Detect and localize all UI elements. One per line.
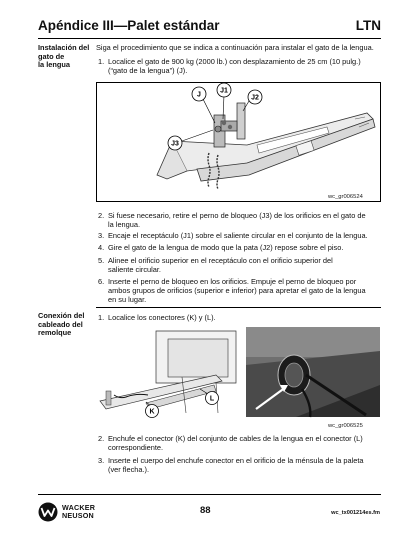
file-name: wc_tx001214es.fm — [331, 510, 380, 516]
step-text: Gire el gato de la lengua de modo que la pata (J2) repose sobre el piso. — [108, 243, 344, 252]
step-text: Si fuese necesario, retire el perno de bloqueo (J3) de los orificios en el gato de — [108, 211, 366, 220]
logo-mark-icon — [38, 502, 58, 522]
step-text: ambos grupos de orificios (superior e inferior) para apretar el gato de la lengua — [108, 286, 366, 296]
section-separator — [96, 307, 381, 308]
step-text: Encaje el receptáculo (J1) sobre el saliente circular en el conjunto de la lengua. — [108, 231, 368, 240]
callout-l-label: L — [209, 395, 215, 403]
step-text: (“gato de la lengua”) (J). — [108, 66, 188, 76]
step-text: Enchufe el conector (K) del conjunto de cables de la lengua en el conector (L) — [108, 434, 363, 443]
step-number: 3. — [98, 231, 105, 240]
step-text: Localice los conectores (K) y (L). — [108, 313, 216, 322]
section-label-line: remolque — [38, 328, 72, 338]
tongue-jack-figure — [96, 82, 381, 202]
page-header — [38, 12, 381, 39]
section-label-line: gato de — [38, 51, 65, 61]
step-text: Inserte el perno de bloqueo en los orificios. Empuje el perno de bloqueo por — [108, 277, 357, 286]
section-label-line: Conexión del — [38, 311, 85, 320]
step-number: 3. — [98, 456, 105, 465]
step-number: 6. — [98, 277, 105, 286]
callout-j-label: J — [197, 91, 201, 99]
product-code: LTN — [355, 18, 381, 33]
figure-code: wc_gr006524 — [328, 194, 363, 200]
step-number: 2. — [98, 434, 105, 443]
step-text: correspondiente. — [108, 443, 164, 453]
section-label-trailer-wiring — [38, 312, 94, 338]
tongue-jack-illustration — [97, 83, 380, 201]
section-label-line: cableado del — [38, 319, 83, 329]
callout-j3-label: J3 — [171, 140, 179, 148]
section-label-tongue-jack — [38, 44, 94, 70]
step-text: Localice el gato de 900 kg (2000 lb.) con desplazamiento de 25 cm (10 pulg.) — [108, 57, 361, 66]
step-number: 5. — [98, 256, 105, 265]
page-number: 88 — [200, 505, 211, 516]
step-text: saliente circular. — [108, 265, 161, 275]
step-number: 2. — [98, 211, 105, 220]
step-number: 1. — [98, 313, 105, 322]
step-number: 4. — [98, 243, 105, 252]
step-text: Inserte el cuerpo del enchufe conector en el orificio de la ménsula de la paleta — [108, 456, 364, 465]
section-label-line: Instalación del — [38, 43, 90, 52]
step-number: 1. — [98, 57, 105, 66]
callout-j1-label: J1 — [220, 87, 228, 95]
wacker-neuson-logo — [38, 500, 130, 524]
step-text: en su lugar. — [108, 295, 147, 305]
logo-text: WACKER — [62, 503, 96, 512]
wiring-illustration — [96, 325, 381, 419]
section1-intro: Siga el procedimiento que se indica a continuación para instalar el gato de la lengua. — [96, 43, 374, 52]
callout-k-label: K — [149, 408, 155, 416]
step-text: (ver flecha.). — [108, 465, 150, 475]
page-title: Apéndice III—Palet estándar — [38, 18, 220, 33]
step-text: la lengua. — [108, 220, 141, 230]
figure-code: wc_gr006525 — [328, 423, 363, 429]
footer-rule — [38, 494, 381, 495]
logo-text: NEUSON — [62, 511, 94, 520]
wiring-figure — [96, 325, 381, 419]
step-text: Alinee el orificio superior en el receptáculo con el orificio superior del — [108, 256, 333, 265]
section-label-line: la lengua — [38, 60, 71, 70]
callout-j2-label: J2 — [251, 94, 259, 102]
